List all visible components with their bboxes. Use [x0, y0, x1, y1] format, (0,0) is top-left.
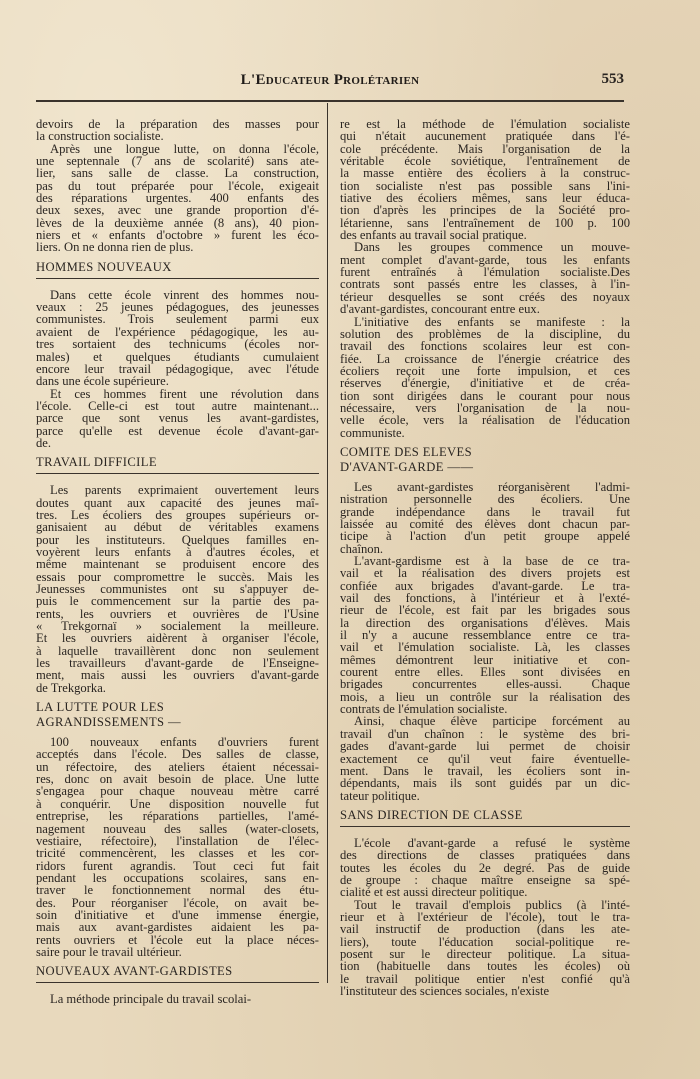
paragraph: [36, 118, 319, 143]
paragraph: [36, 736, 319, 958]
text-line: confiée aux brigades d'avant-garde. Le tra-: [340, 578, 630, 593]
text-line: toutes les écoles du 2e degré. Pas de guide: [340, 860, 630, 875]
text-line: écoliers reçoit une forte impulsion, et ces: [340, 363, 630, 378]
text-line: travail d'un chaînon : le système des bri-: [340, 726, 630, 741]
page-number: 553: [601, 71, 624, 87]
text-line: chaînon.: [340, 541, 384, 556]
text-line: posent sur le directeur politique. La situa-: [340, 946, 630, 961]
text-line: nagement nouveau des salles (water-closets,: [36, 821, 319, 836]
text-line: brigades concurrentes elles-aussi. Chaque: [340, 677, 630, 692]
text-line: essais pour compromettre le succès. Mais les: [36, 569, 319, 584]
section-heading: D'AVANT-GARDE ——: [340, 459, 474, 474]
text-line: re est la méthode de l'émulation socialiste: [340, 117, 630, 131]
text-line: réserves d'énergie, d'initiative et de créa-: [340, 376, 630, 391]
paragraph: [340, 715, 630, 801]
text-line: des. Pour réorganiser l'école, on avait be-: [36, 895, 319, 910]
text-line: tion socialiste n'est pas possible sans l'ini-: [340, 178, 630, 193]
text-line: travail des fonctions scolaires leur est con-: [340, 339, 630, 354]
text-line: de.: [36, 435, 52, 450]
text-line: Les parents exprimaient ouvertement leurs: [50, 483, 319, 498]
text-line: 100 nouveaux enfants d'ouvriers furent: [50, 735, 319, 750]
text-line: fiée. La croissance de l'énergie créatrice des: [340, 351, 630, 366]
text-line: gades d'avant-garde lui permet de choisir: [340, 739, 630, 754]
text-line: acceptés dans l'école. Des salles de classe,: [36, 747, 319, 762]
text-line: communiste.: [340, 425, 405, 440]
text-line: le travail politique entier n'est confié qu'à: [340, 971, 630, 986]
section-heading: HOMMES NOUVEAUX: [36, 259, 172, 274]
text-line: saire pour le travail ultérieur.: [36, 944, 182, 959]
paragraph: [340, 481, 630, 555]
text-line: s'engagea pour chaque nouveau mètre carré: [36, 784, 319, 799]
heading-underline: [36, 982, 319, 983]
text-line: lèves de la deuxième année (8 ans), 40 pion-: [36, 215, 319, 230]
paragraph: [340, 316, 630, 439]
text-line: ment. Dans le travail, les écoliers sont in-: [340, 763, 630, 778]
text-line: Dans les groupes commence un mouve-: [354, 240, 630, 255]
paragraph: [340, 118, 630, 241]
text-line: « Trekgornaï » socialement la meilleure.: [36, 619, 319, 634]
left-column: [36, 118, 319, 1006]
text-line: qui n'était aucunement pratiquée dans l'é-: [340, 129, 630, 144]
text-line: pas du tout préparée pour l'école, exigeait: [36, 178, 319, 193]
text-line: térieur desquelles se sont créés des noyaux: [340, 289, 630, 304]
text-line: nistration personnelle des écoliers. Une: [340, 492, 630, 507]
paragraph: [36, 484, 319, 694]
paragraph: [340, 241, 630, 315]
text-line: L'avant-gardisme est à la base de ce tra-: [354, 554, 630, 568]
heading-underline: [36, 473, 319, 474]
text-line: nécessaire, vers l'organisation de la nou-: [340, 400, 630, 415]
text-line: Et ces hommes firent une révolution dans: [50, 386, 319, 401]
text-line: communistes. Trois seulement parmi eux: [36, 312, 319, 327]
running-header: [36, 70, 624, 94]
text-line: doutes quant aux capacité des jeunes maî-: [36, 495, 319, 510]
text-line: contrats de l'émulation socialiste.: [340, 702, 508, 717]
section-heading: NOUVEAUX AVANT-GARDISTES: [36, 964, 233, 979]
text-line: niers et « enfants d'octobre » furent les éco-: [36, 228, 319, 243]
text-line: des réparations urgentes. 400 enfants des: [36, 191, 319, 206]
section-heading: LA LUTTE POUR LES: [36, 700, 165, 715]
text-line: solution des problèmes de la discipline, du: [340, 326, 630, 341]
text-line: dépendants, mais ils sont guidés par un dic-: [340, 776, 630, 791]
text-line: Jeunesses communistes ont su s'appuyer de-: [36, 582, 319, 596]
text-line: tion sont dirigées dans le courant pour nous: [340, 388, 630, 403]
paragraph: [36, 143, 319, 254]
text-line: tion d'après les principes de la Société pro-: [340, 203, 630, 218]
text-line: vail et la réalisation des divers projets est: [340, 566, 630, 581]
text-line: vail des fonctions, à l'intérieur et à l'exté-: [340, 591, 630, 606]
text-line: des enfants au travail social pratique.: [340, 228, 527, 243]
text-line: males) et quelques étudiants cumulaient: [36, 349, 319, 364]
text-line: mois, a lieu un contrôle sur la réalisation des: [340, 689, 630, 704]
text-line: mêmes démontrent leur initiative et con-: [340, 652, 630, 667]
text-line: Dans cette école vinrent des hommes nou-: [50, 287, 319, 302]
text-line: deux sexes, avec une grande proportion d'é-: [36, 203, 319, 218]
paragraph: [340, 555, 630, 715]
text-line: ticipe à l'action d'un petit groupe appelé: [340, 529, 630, 544]
text-line: l'école. Celle-ci est tout autre maintenant...: [36, 398, 319, 413]
text-line: rieur de l'école, est fait par les brigades sous: [340, 603, 630, 618]
heading-underline: [340, 826, 630, 827]
text-line: res, donc on avait besoin de place. Une lutte: [36, 772, 319, 787]
text-line: cole précédente. Mais l'organisation de la: [340, 141, 630, 156]
text-line: La méthode principale du travail scolai-: [50, 992, 252, 1007]
text-line: Et les ouvriers aidèrent à organiser l'école,: [36, 631, 319, 646]
text-line: tateur politique.: [340, 788, 420, 803]
text-line: veaux : 25 jeunes pédagogues, des jeunesses: [36, 300, 319, 315]
text-line: une septennale (7 ans de scolarité) sans ate-: [36, 154, 319, 169]
paragraph: [340, 837, 630, 899]
heading-underline: [36, 278, 319, 279]
text-line: tres. Les écoliers des groupes supérieurs or-: [36, 507, 319, 522]
text-line: tiative des écoliers mêmes, sans leur éduca-: [340, 191, 630, 206]
text-line: avaient de l'expérience pédagogique, les au-: [36, 324, 319, 339]
text-line: l'instituteur des sciences sociales, n'existe: [340, 984, 550, 998]
text-line: Les avant-gardistes réorganisèrent l'admi-: [354, 479, 630, 494]
text-line: des directions de classes pratiquées dans: [340, 848, 630, 863]
text-line: furent entraînés à l'émulation socialiste.Des: [340, 265, 630, 280]
section-heading: AGRANDISSEMENTS —: [36, 715, 181, 730]
text-line: entreprise, les réparations partielles, l'amé-: [36, 809, 319, 824]
text-line: grande indépendance dans le travail fut: [340, 504, 630, 519]
text-line: ganisaient au début de véritables examens: [36, 520, 319, 535]
text-line: laissée au comité des élèves dont chacun par-: [340, 516, 630, 531]
text-line: tres sortaient des technicums (écoles nor-: [36, 337, 319, 352]
section-heading: COMITE DES ELEVES: [340, 444, 473, 459]
text-line: véritable école soviétique, l'entraînement de: [340, 154, 630, 169]
text-line: Tout le travail d'emplois publics (à l'inté-: [354, 897, 630, 912]
text-line: la direction des organisations d'élèves. Mais: [340, 615, 630, 630]
text-line: à laquelle travaillèrent donc non seulement: [36, 643, 319, 658]
text-line: ment complet d'avant-garde, tous les enfants: [340, 252, 630, 267]
text-line: ridors furent agrandis. Tout ceci fut fait: [36, 858, 319, 873]
text-line: pendant les occupations scolaires, sans en-: [36, 870, 319, 885]
text-line: L'école d'avant-garde a refusé le système: [354, 835, 630, 850]
text-line: velle école, vers la réalisation de l'éducation: [340, 413, 630, 428]
right-column: [340, 118, 630, 997]
text-line: devoirs de la préparation des masses pour: [36, 117, 319, 131]
text-line: tricité commencèrent, les classes et les cor-: [36, 846, 319, 861]
text-line: pour les instituteurs. Quelques familles en-: [36, 532, 319, 547]
text-line: à conquérir. Une disposition nouvelle fut: [36, 796, 319, 811]
paragraph: [36, 289, 319, 388]
column-divider: [327, 103, 328, 983]
text-line: la masse entière des écoliers à la construc-: [340, 166, 630, 181]
text-line: cialité et est aussi directeur politique.: [340, 885, 528, 900]
paragraph: [340, 899, 630, 998]
text-line: mais aux avant-gardistes aidaient les pa-: [36, 920, 319, 935]
text-line: traver le fonctionnement normal des étu-: [36, 883, 319, 898]
text-line: soin d'initiative et d'une immense énergie,: [36, 907, 319, 922]
text-line: dans une école supérieure.: [36, 374, 169, 389]
text-line: il n'y a aucune ressemblance entre ce tra-: [340, 628, 630, 643]
text-line: parce qu'elle est devenue école d'avant-gar-: [36, 423, 319, 438]
text-line: un réfectoire, des ateliers étaient nécessai-: [36, 759, 319, 774]
text-line: de groupe : chaque maître enseigne sa spé-: [340, 872, 630, 887]
paragraph: [36, 388, 319, 450]
text-line: même maintenant se produisent encore des: [36, 557, 319, 572]
text-line: vail instructif de production (dans les ate-: [340, 922, 630, 937]
text-line: liers), toute l'éducation social-politique re-: [340, 934, 630, 949]
text-line: Ainsi, chaque élève participe forcément au: [354, 714, 630, 729]
text-line: de Trekgorka.: [36, 680, 106, 695]
text-line: exactement ce qu'il veut faire éventuelle-: [340, 751, 630, 766]
text-line: puis le commencement sur la partie des pa-: [36, 594, 319, 609]
text-line: encore leur travail pédagogique, avec l'étude: [36, 361, 319, 376]
header-rule: [36, 100, 624, 102]
section-heading: TRAVAIL DIFFICILE: [36, 455, 157, 470]
text-line: la construction socialiste.: [36, 129, 164, 144]
text-line: tion (habituelle dans toutes les écoles) où: [340, 959, 630, 974]
text-line: d'avant-gardistes, concourant entre eux.: [340, 302, 540, 317]
text-line: rents ouvriers et l'école eut la place néces-: [36, 932, 319, 947]
text-line: Après une longue lutte, on donna l'école,: [50, 141, 319, 156]
text-line: rents, les ouvriers et ouvrières de l'Usine: [36, 606, 319, 621]
text-line: les travailleurs d'avant-garde de l'Enseigne-: [36, 656, 319, 671]
text-line: vestiaire, réfectoire), l'installation de l'élec-: [36, 833, 319, 848]
text-line: voyèrent leurs enfants à d'autres écoles, et: [36, 544, 319, 559]
text-line: contrats sont passés entre les classes, à l'in-: [340, 277, 630, 292]
paragraph: [36, 993, 319, 1005]
text-line: courent entre elles. Elles sont divisées en: [340, 665, 630, 680]
text-line: vail et l'émulation socialiste. Là, les classes: [340, 640, 630, 655]
text-line: L'initiative des enfants se manifeste : la: [354, 314, 630, 329]
journal-title: L'Educateur Prolétarien: [240, 72, 420, 88]
text-line: rieur et à l'extérieur de l'école), tout le tra-: [340, 909, 630, 924]
text-line: ment, mais aussi les ouvriers d'avant-garde: [36, 668, 319, 683]
text-line: létarienne, sans l'entraînement de 100 p. 100: [340, 215, 630, 230]
text-line: liers. On ne donna rien de plus.: [36, 240, 194, 255]
text-line: parce que sont venus les avant-gardistes,: [36, 411, 319, 426]
text-line: lier, sans salle de classe. La construction,: [36, 166, 319, 181]
section-heading: SANS DIRECTION DE CLASSE: [340, 807, 523, 822]
